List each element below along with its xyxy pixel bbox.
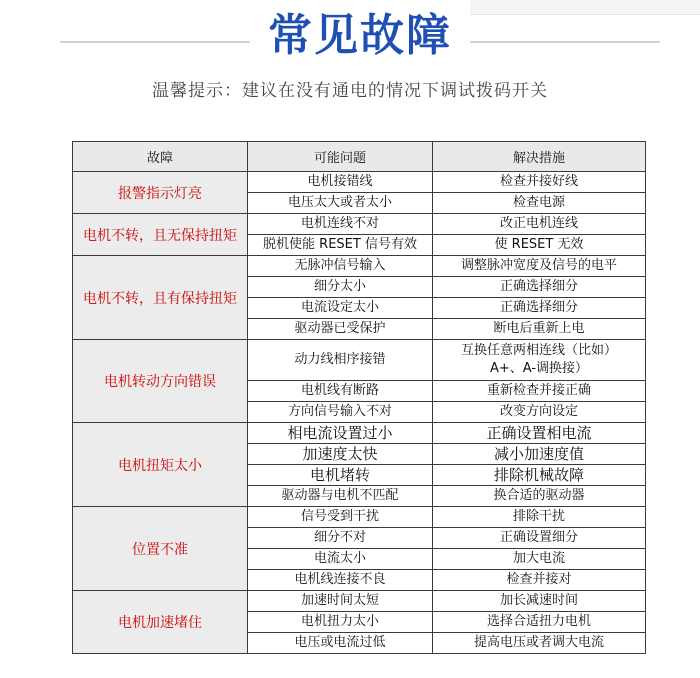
- solution-cell: 正确设置相电流: [433, 423, 646, 444]
- page-title: 常见故障: [268, 10, 452, 61]
- table-body: [73, 172, 646, 654]
- solution-cell: 检查并接好线: [433, 172, 646, 193]
- problem-cell: 电机接错线: [248, 172, 433, 193]
- fault-cell: 电机转动方向错误: [73, 340, 248, 423]
- problem-cell: 电机扭力太小: [248, 612, 433, 633]
- problem-cell: 电机线有断路: [248, 381, 433, 402]
- tip-text: 温馨提示：建议在没有通电的情况下调试拨码开关: [152, 81, 548, 101]
- problem-cell: 细分不对: [248, 528, 433, 549]
- solution-cell: 互换任意两相连线（比如） A+、A-调换接）: [433, 340, 646, 381]
- problem-cell: 驱动器与电机不匹配: [248, 486, 433, 507]
- fault-cell: 电机不转，且无保持扭矩: [73, 214, 248, 256]
- problem-cell: 驱动器已受保护: [248, 319, 433, 340]
- title-rule-right: [470, 41, 660, 43]
- solution-cell: 改正电机连线: [433, 214, 646, 235]
- problem-cell: 脱机使能 RESET 信号有效: [248, 235, 433, 256]
- table-row: [73, 423, 646, 444]
- problem-cell: 电压或电流过低: [248, 633, 433, 654]
- header-solution: 解决措施: [433, 142, 646, 172]
- solution-cell: 正确设置细分: [433, 528, 646, 549]
- solution-cell: 检查并接对: [433, 570, 646, 591]
- fault-cell: 报警指示灯亮: [73, 172, 248, 214]
- solution-cell: 使 RESET 无效: [433, 235, 646, 256]
- header-fault: 故障: [73, 142, 248, 172]
- problem-cell: 无脉冲信号输入: [248, 256, 433, 277]
- problem-cell: 相电流设置过小: [248, 423, 433, 444]
- problem-cell: 方向信号输入不对: [248, 402, 433, 423]
- table-row: [73, 172, 646, 193]
- solution-cell: 排除机械故障: [433, 465, 646, 486]
- table-row: [73, 256, 646, 277]
- problem-cell: 电机连线不对: [248, 214, 433, 235]
- problem-cell: 信号受到干扰: [248, 507, 433, 528]
- fault-cell: 位置不准: [73, 507, 248, 591]
- solution-cell: 减小加速度值: [433, 444, 646, 465]
- fault-table: [72, 141, 646, 654]
- solution-cell: 加大电流: [433, 549, 646, 570]
- solution-cell: 正确选择细分: [433, 298, 646, 319]
- solution-cell: 加长减速时间: [433, 591, 646, 612]
- problem-cell: 电压太大或者太小: [248, 193, 433, 214]
- table-row: [73, 340, 646, 381]
- solution-cell: 改变方向设定: [433, 402, 646, 423]
- title-rule-left: [60, 41, 250, 43]
- solution-cell: 排除干扰: [433, 507, 646, 528]
- table-header-row: [73, 142, 646, 172]
- solution-cell: 断电后重新上电: [433, 319, 646, 340]
- problem-cell: 电流太小: [248, 549, 433, 570]
- solution-cell: 调整脉冲宽度及信号的电平: [433, 256, 646, 277]
- solution-cell: 选择合适扭力电机: [433, 612, 646, 633]
- solution-cell: 正确选择细分: [433, 277, 646, 298]
- problem-cell: 动力线相序接错: [248, 340, 433, 381]
- solution-cell: 重新检查并接正确: [433, 381, 646, 402]
- solution-cell: 换合适的驱动器: [433, 486, 646, 507]
- title-section: [0, 8, 700, 68]
- problem-cell: 电流设定太小: [248, 298, 433, 319]
- problem-cell: 电机线连接不良: [248, 570, 433, 591]
- header-problem: 可能问题: [248, 142, 433, 172]
- fault-cell: 电机扭矩太小: [73, 423, 248, 507]
- problem-cell: 电机堵转: [248, 465, 433, 486]
- problem-cell: 细分太小: [248, 277, 433, 298]
- table-row: [73, 591, 646, 612]
- solution-cell: 检查电源: [433, 193, 646, 214]
- table-row: [73, 507, 646, 528]
- fault-cell: 电机不转，且有保持扭矩: [73, 256, 248, 340]
- problem-cell: 加速时间太短: [248, 591, 433, 612]
- fault-cell: 电机加速堵住: [73, 591, 248, 654]
- problem-cell: 加速度太快: [248, 444, 433, 465]
- solution-cell: 提高电压或者调大电流: [433, 633, 646, 654]
- table-row: [73, 214, 646, 235]
